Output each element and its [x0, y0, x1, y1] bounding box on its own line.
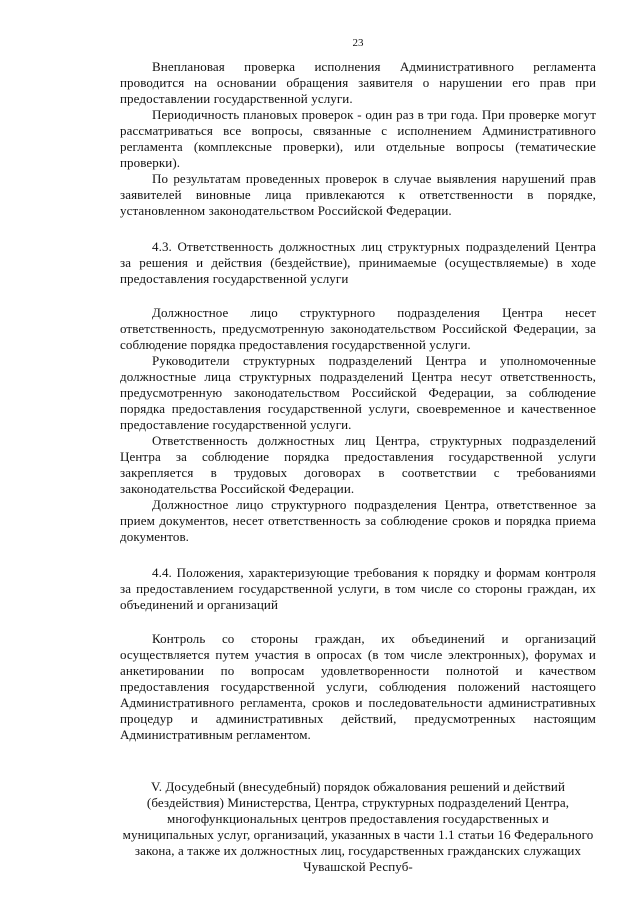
section-4-4-heading: 4.4. Положения, характеризующие требования к порядку и формам контроля за предоставлением государственной услуги, в том числе со стороны граждан, их объединений и организаций — [120, 565, 596, 612]
spacer — [120, 545, 596, 565]
paragraph-citizen-control: Контроль со стороны граждан, их объединений и организаций осуществляется путем участия в опросах (в том числе электронных), форумах и анкетировании по вопросам удовлетворенности полнотой и качеством предоставления государственной услуги, соблюдения положений настоящего Административного регламента, сроков и последовательности административных процедур и административных действий, предусмотренных настоящим Административным регламентом. — [120, 631, 596, 742]
paragraph-unscheduled-inspection: Внеплановая проверка исполнения Административного регламента проводится на основании обращения заявителя о нарушении его прав при предоставлении государственной услуги. — [120, 59, 596, 106]
paragraph-managers-responsibility: Руководители структурных подразделений Центра и уполномоченные должностные лица структурных подразделений Центра несут ответственность, предусмотренную законодательством Российской Федерации, за соблюдение порядка предоставления государственной услуги, своевременное и качественное предоставление государственной услуги. — [120, 353, 596, 432]
spacer — [120, 287, 596, 305]
paragraph-official-responsibility: Должностное лицо структурного подразделения Центра несет ответственность, предусмотренную законодательством Российской Федерации, за соблюдение порядка предоставления государственной услуги. — [120, 305, 596, 352]
section-5-heading: V. Досудебный (внесудебный) порядок обжалования решений и действий (бездействия) Министерства, Центра, структурных подразделений Центра, многофункциональных центров предоставления государственных и муниципальных услуг, организаций, указанных в части 1.1 статьи 16 Федерального закона, а также их должностных лиц, государственных гражданских служащих Чувашской Респуб- — [122, 779, 594, 874]
paragraph-labor-contracts: Ответственность должностных лиц Центра, структурных подразделений Центра за соблюдение порядка предоставления государственной услуги закрепляется в трудовых договорах в соответствии с требованиями законодательства Российской Федерации. — [120, 433, 596, 496]
paragraph-document-reception: Должностное лицо структурного подразделения Центра, ответственное за прием документов, несет ответственность за соблюдение сроков и порядка приема документов. — [120, 497, 596, 544]
spacer — [120, 613, 596, 631]
paragraph-inspection-frequency: Периодичность плановых проверок - один раз в три года. При проверке могут рассматриваться все вопросы, связанные с исполнением Административного регламента (комплексные проверки), или отдельные вопросы (тематические проверки). — [120, 107, 596, 170]
spacer — [120, 219, 596, 239]
spacer — [120, 743, 596, 779]
document-page — [120, 36, 596, 875]
page-number: 23 — [352, 37, 364, 49]
section-4-3-heading: 4.3. Ответственность должностных лиц структурных подразделений Центра за решения и действия (бездействие), принимаемые (осуществляемые) в ходе предоставления государственной услуги — [120, 239, 596, 286]
paragraph-inspection-results: По результатам проведенных проверок в случае выявления нарушений прав заявителей виновные лица привлекаются к ответственности в порядке, установленном законодательством Российской Федерации. — [120, 171, 596, 218]
